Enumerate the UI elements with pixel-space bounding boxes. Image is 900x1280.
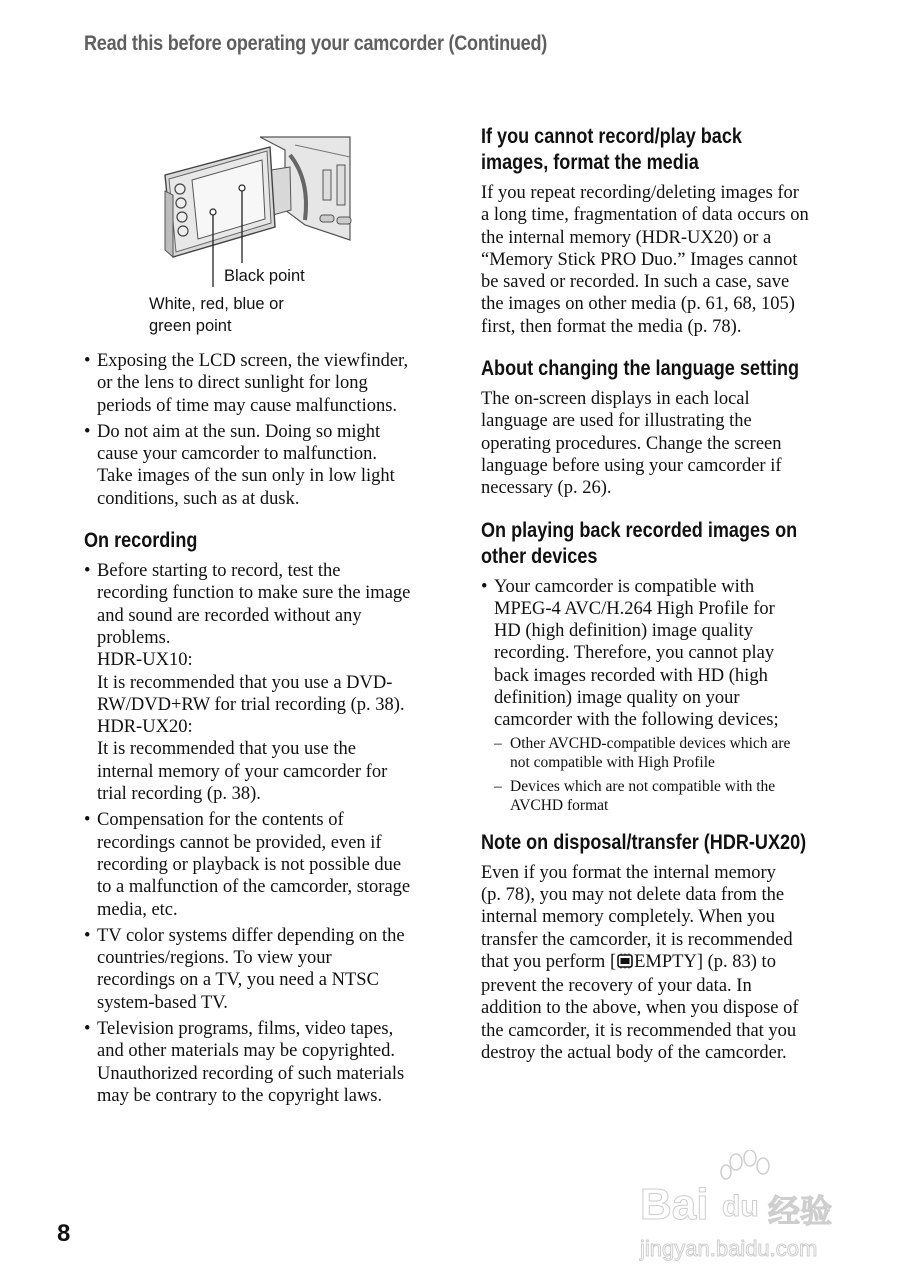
bullet-item <box>481 576 831 816</box>
text-line: may be contrary to the copyright laws. <box>97 1085 383 1106</box>
text-line: problems. <box>97 627 171 648</box>
text-line: the images on other media (p. 61, 68, 105) <box>481 294 795 315</box>
text-line: first, then format the media (p. 78). <box>481 316 742 337</box>
text-line: and sound are recorded without any <box>97 605 362 626</box>
text-line: be saved or recorded. In such a case, save <box>481 272 790 293</box>
camcorder-lcd-illustration <box>145 135 355 340</box>
text-line: periods of time may cause malfunctions. <box>97 395 398 416</box>
text-line: language are used for illustrating the <box>481 411 752 432</box>
page-number: 8 <box>57 1220 71 1247</box>
text-line: recordings cannot be provided, even if <box>97 832 382 853</box>
text-fragment: that you perform [ <box>481 951 617 972</box>
text-line: If you repeat recording/deleting images for <box>481 183 799 203</box>
text-line: cause your camcorder to malfunction. <box>97 444 377 465</box>
text-line: recordings on a TV, you need a NTSC <box>97 970 379 991</box>
text-line: language before using your camcorder if <box>481 455 782 476</box>
text-line: operating procedures. Change the screen <box>481 433 782 454</box>
bullet-item <box>84 925 434 1014</box>
text-line: • Television programs, films, video tapes, <box>97 1019 394 1040</box>
text-line: HDR-UX10: <box>97 650 193 671</box>
right-column <box>481 124 831 1064</box>
text-line: to a malfunction of the camcorder, storage <box>97 877 411 898</box>
bullet-item <box>84 421 434 510</box>
text-line: • TV color systems differ depending on the <box>97 925 405 946</box>
text-line: system-based TV. <box>97 992 228 1013</box>
text-line: addition to the above, when you dispose of <box>481 998 799 1019</box>
bullet-item <box>84 1018 434 1107</box>
internal-memory-icon <box>616 953 634 975</box>
bullet-item <box>84 560 434 805</box>
watermark-url: jingyan.baidu.com <box>640 1236 818 1261</box>
section-heading-on-recording: On recording <box>84 529 198 553</box>
text-line: HD (high definition) image quality <box>494 621 753 642</box>
section-heading-disposal: Note on disposal/transfer (HDR-UX20) <box>481 830 807 854</box>
text-line: the camcorder, it is recommended that you <box>481 1020 797 1041</box>
text-line: AVCHD format <box>510 797 609 815</box>
on-recording-bullets <box>84 560 434 1107</box>
text-line: Even if you format the internal memory <box>481 862 776 883</box>
text-line: recording. Therefore, you cannot play <box>494 643 775 664</box>
left-column <box>84 350 434 1111</box>
text-line: not compatible with High Profile <box>510 754 715 772</box>
text-line: destroy the actual body of the camcorder. <box>481 1043 787 1064</box>
text-line: trial recording (p. 38). <box>97 784 261 805</box>
heading-line: other devices <box>481 544 598 568</box>
watermark-cn: 经验 <box>768 1193 833 1229</box>
dash-item <box>494 777 831 816</box>
text-line: • Do not aim at the sun. Doing so might <box>97 421 381 442</box>
heading-line: If you cannot record/play back <box>481 125 742 148</box>
text-line: “Memory Stick PRO Duo.” Images cannot <box>481 249 798 270</box>
text-line: • Exposing the LCD screen, the viewfinder, <box>97 351 409 371</box>
heading-line: images, format the media <box>481 151 699 174</box>
text-line: countries/regions. To view your <box>97 948 332 969</box>
format-media-paragraph <box>481 182 831 338</box>
text-line-with-icon <box>481 951 831 975</box>
bullet-item <box>84 350 434 417</box>
page-header-title: Read this before operating your camcorder (Continued) <box>84 32 547 55</box>
text-line: or the lens to direct sunlight for long <box>97 373 368 394</box>
text-line: media, etc. <box>97 899 178 920</box>
dash-item <box>494 734 831 773</box>
text-line: recording function to make sure the image <box>97 583 411 604</box>
text-line: conditions, such as at dusk. <box>97 488 300 509</box>
text-line: Take images of the sun only in low light <box>97 466 395 487</box>
baidu-watermark <box>640 1150 860 1270</box>
text-line: HDR-UX20: <box>97 717 193 738</box>
text-line: the internal memory (HDR-UX20) or a <box>481 227 772 248</box>
text-line: It is recommended that you use the <box>97 739 356 760</box>
section-heading-playback <box>481 518 830 570</box>
text-line: and other materials may be copyrighted. <box>97 1041 395 1062</box>
text-line: back images recorded with HD (high <box>494 665 768 686</box>
colored-point-label-line1: White, red, blue or <box>149 295 284 313</box>
section-heading-format-media <box>481 124 830 176</box>
text-line: • Before starting to record, test the <box>97 561 341 582</box>
text-line: Unauthorized recording of such materials <box>97 1063 405 1084</box>
sunlight-bullets <box>84 350 434 510</box>
text-line: (p. 78), you may not delete data from the <box>481 884 785 905</box>
colored-point-label-line2: green point <box>149 317 232 335</box>
text-line: prevent the recovery of your data. In <box>481 976 752 997</box>
text-line: camcorder with the following devices; <box>494 710 779 731</box>
text-fragment: EMPTY] (p. 83) to <box>634 951 776 972</box>
bullet-item <box>84 809 434 920</box>
text-line: RW/DVD+RW for trial recording (p. 38). <box>97 694 405 715</box>
text-line: internal memory of your camcorder for <box>97 761 388 782</box>
text-line: internal memory completely. When you <box>481 907 775 928</box>
text-line: – Devices which are not compatible with the <box>510 777 776 795</box>
text-line: – Other AVCHD-compatible devices which are <box>510 734 791 752</box>
section-heading-language: About changing the language setting <box>481 357 800 381</box>
playback-bullets <box>481 576 831 816</box>
text-line: recording or playback is not possible due <box>97 854 402 875</box>
text-line: transfer the camcorder, it is recommended <box>481 929 793 950</box>
watermark-brand-paw: du <box>722 1190 759 1223</box>
black-point-label: Black point <box>224 267 305 285</box>
text-line: It is recommended that you use a DVD- <box>97 672 393 693</box>
text-line: MPEG-4 AVC/H.264 High Profile for <box>494 598 775 619</box>
text-line: definition) image quality on your <box>494 688 740 709</box>
disposal-paragraph <box>481 862 831 1065</box>
incompatible-devices-list <box>494 734 831 816</box>
heading-line: On playing back recorded images on <box>481 518 798 542</box>
text-line: • Your camcorder is compatible with <box>494 576 755 597</box>
text-line: • Compensation for the contents of <box>97 810 344 831</box>
text-line: necessary (p. 26). <box>481 478 612 499</box>
watermark-brand: Bai <box>640 1180 709 1229</box>
text-line: a long time, fragmentation of data occurs on <box>481 205 809 226</box>
language-paragraph <box>481 388 831 499</box>
text-line: The on-screen displays in each local <box>481 389 750 410</box>
